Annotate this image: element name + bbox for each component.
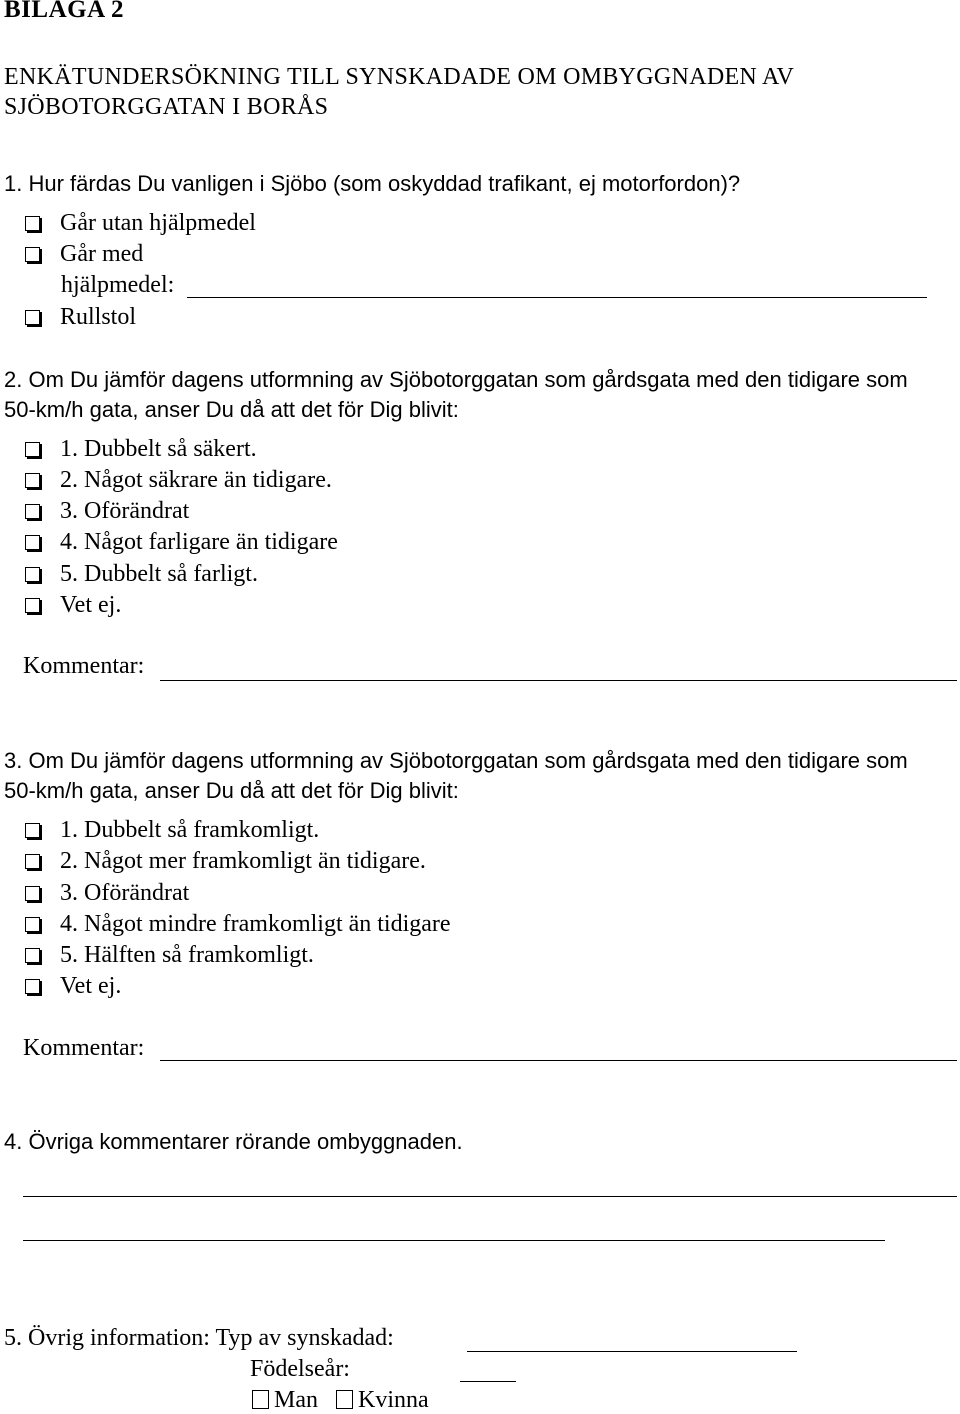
checkbox-icon[interactable] bbox=[25, 823, 40, 838]
question-3-line-2: 50-km/h gata, anser Du då att det för Dig blivit: bbox=[4, 778, 459, 803]
q3-option-6[interactable]: Vet ej. bbox=[25, 973, 121, 1000]
q5-type-input-line[interactable] bbox=[467, 1351, 797, 1352]
checkbox-icon[interactable] bbox=[25, 979, 40, 994]
checkbox-icon[interactable] bbox=[336, 1390, 353, 1409]
checkbox-icon[interactable] bbox=[25, 854, 40, 869]
q3-comment-label: Kommentar: bbox=[23, 1035, 145, 1061]
question-1: 1. Hur färdas Du vanligen i Sjöbo (som oskyddad trafikant, ej motorfordon)? bbox=[4, 171, 741, 196]
q3-comment-input-line[interactable] bbox=[160, 1060, 957, 1061]
q3-option-2[interactable]: 2. Något mer framkomligt än tidigare. bbox=[25, 848, 426, 875]
q1-aid-input-line[interactable] bbox=[187, 297, 927, 298]
checkbox-icon[interactable] bbox=[25, 442, 40, 457]
q2-comment-label: Kommentar: bbox=[23, 653, 145, 679]
checkbox-icon[interactable] bbox=[25, 310, 40, 325]
q2-comment-input-line[interactable] bbox=[160, 680, 957, 681]
q3-option-5[interactable]: 5. Hälften så framkomligt. bbox=[25, 942, 314, 969]
q5-birth-year-label: Födelseår: bbox=[250, 1356, 350, 1382]
q2-option-4[interactable]: 4. Något farligare än tidigare bbox=[25, 529, 338, 556]
checkbox-icon[interactable] bbox=[25, 216, 40, 231]
q1-option-1[interactable]: Går utan hjälpmedel bbox=[25, 210, 256, 237]
q5-birth-year-input-line[interactable] bbox=[460, 1381, 516, 1382]
question-3-line-1: 3. Om Du jämför dagens utformning av Sjöbotorggatan som gårdsgata med den tidigare som bbox=[4, 748, 908, 773]
q3-option-3[interactable]: 3. Oförändrat bbox=[25, 880, 189, 907]
appendix-label: BILAGA 2 bbox=[4, 0, 125, 23]
q1-option-3[interactable]: Rullstol bbox=[25, 304, 136, 331]
question-2-line-2: 50-km/h gata, anser Du då att det för Dig blivit: bbox=[4, 397, 459, 422]
question-2-line-1: 2. Om Du jämför dagens utformning av Sjöbotorggatan som gårdsgata med den tidigare som bbox=[4, 367, 908, 392]
checkbox-icon[interactable] bbox=[25, 247, 40, 262]
q5-type-label: 5. Övrig information: Typ av synskadad: bbox=[4, 1325, 394, 1351]
q3-option-4[interactable]: 4. Något mindre framkomligt än tidigare bbox=[25, 911, 451, 938]
q2-option-1[interactable]: 1. Dubbelt så säkert. bbox=[25, 436, 257, 463]
q2-option-5[interactable]: 5. Dubbelt så farligt. bbox=[25, 561, 258, 588]
checkbox-icon[interactable] bbox=[25, 598, 40, 613]
checkbox-icon[interactable] bbox=[25, 535, 40, 550]
document-title-line-2: SJÖBOTORGGATAN I BORÅS bbox=[4, 94, 329, 120]
q5-gender-option-woman[interactable]: Kvinna bbox=[336, 1387, 429, 1414]
checkbox-icon[interactable] bbox=[25, 567, 40, 582]
q2-option-2[interactable]: 2. Något säkrare än tidigare. bbox=[25, 467, 332, 494]
q2-option-6[interactable]: Vet ej. bbox=[25, 592, 121, 619]
q4-comment-input-line-1[interactable] bbox=[23, 1196, 957, 1197]
q4-comment-input-line-2[interactable] bbox=[23, 1240, 885, 1241]
checkbox-icon[interactable] bbox=[252, 1390, 269, 1409]
q3-option-1[interactable]: 1. Dubbelt så framkomligt. bbox=[25, 817, 319, 844]
checkbox-icon[interactable] bbox=[25, 917, 40, 932]
checkbox-icon[interactable] bbox=[25, 886, 40, 901]
checkbox-icon[interactable] bbox=[25, 948, 40, 963]
q5-gender-option-man[interactable]: Man bbox=[252, 1387, 318, 1414]
q1-aid-label: hjälpmedel: bbox=[61, 272, 175, 298]
q2-option-3[interactable]: 3. Oförändrat bbox=[25, 498, 189, 525]
q1-option-2[interactable]: Går med bbox=[25, 241, 143, 268]
checkbox-icon[interactable] bbox=[25, 473, 40, 488]
question-4: 4. Övriga kommentarer rörande ombyggnaden. bbox=[4, 1129, 463, 1154]
checkbox-icon[interactable] bbox=[25, 504, 40, 519]
document-title-line-1: ENKÄTUNDERSÖKNING TILL SYNSKADADE OM OMBYGGNADEN AV bbox=[4, 64, 795, 90]
